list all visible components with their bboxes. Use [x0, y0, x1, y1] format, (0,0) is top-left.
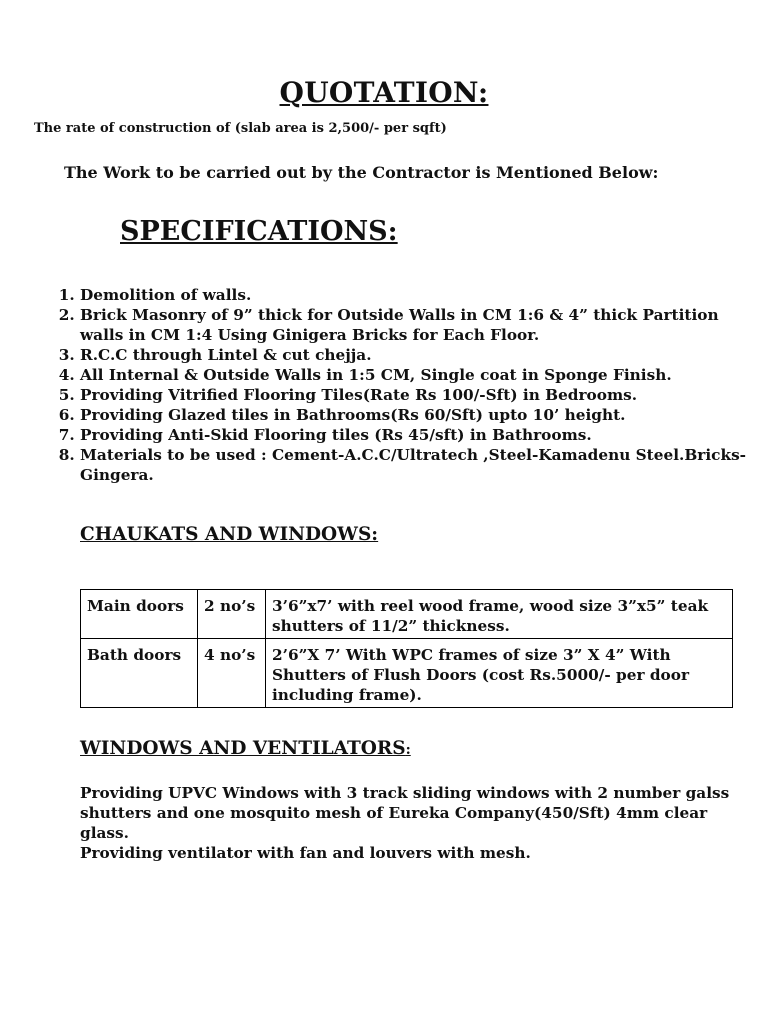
specifications-list — [54, 285, 760, 485]
spec-item: 4. All Internal & Outside Walls in 1:5 CM, Single coat in Sponge Finish. — [80, 365, 760, 385]
spec-item: 1. Demolition of walls. — [80, 285, 760, 305]
windows-paragraph: Providing UPVC Windows with 3 track sliding windows with 2 number galss shutters and one mosquito mesh of Eureka Company(450/Sft) 4mm clear glass. — [80, 784, 730, 842]
spec-item: 2. Brick Masonry of 9” thick for Outside Walls in CM 1:6 & 4” thick Partition walls in CM 1:4 Using Ginigera Bricks for Each Floor. — [80, 305, 760, 345]
table-row — [81, 639, 733, 708]
intro-text: The Work to be carried out by the Contractor is Mentioned Below: — [64, 163, 659, 182]
door-type-cell: Main doors — [81, 590, 198, 639]
doors-table — [80, 589, 733, 708]
ventilator-paragraph: Providing ventilator with fan and louvers with mesh. — [80, 844, 531, 862]
page-title: QUOTATION: — [279, 76, 489, 109]
specifications-heading: SPECIFICATIONS: — [120, 216, 398, 247]
door-desc-cell: 2’6”X 7’ With WPC frames of size 3” X 4” With Shutters of Flush Doors (cost Rs.5000/- per door including frame). — [266, 639, 733, 708]
windows-heading-text: WINDOWS AND VENTILATORS — [80, 738, 406, 759]
door-qty-cell: 4 no’s — [198, 639, 266, 708]
windows-description — [80, 783, 730, 863]
door-qty-cell: 2 no’s — [198, 590, 266, 639]
spec-item: 8. Materials to be used : Cement-A.C.C/Ultratech ,Steel-Kamadenu Steel.Bricks-Gingera. — [80, 445, 760, 485]
spec-item: 5. Providing Vitrified Flooring Tiles(Rate Rs 100/-Sft) in Bedrooms. — [80, 385, 760, 405]
windows-heading — [80, 738, 411, 759]
spec-item: 6. Providing Glazed tiles in Bathrooms(Rs 60/Sft) upto 10’ height. — [80, 405, 760, 425]
windows-heading-colon: : — [405, 742, 411, 758]
spec-item: 7. Providing Anti-Skid Flooring tiles (Rs 45/sft) in Bathrooms. — [80, 425, 760, 445]
table-row — [81, 590, 733, 639]
rate-note: The rate of construction of (slab area is 2,500/- per sqft) — [34, 121, 447, 136]
spec-item: 3. R.C.C through Lintel & cut chejja. — [80, 345, 760, 365]
chaukats-heading: CHAUKATS AND WINDOWS: — [80, 524, 379, 545]
door-type-cell: Bath doors — [81, 639, 198, 708]
door-desc-cell: 3’6”x7’ with reel wood frame, wood size 3”x5” teak shutters of 11/2” thickness. — [266, 590, 733, 639]
